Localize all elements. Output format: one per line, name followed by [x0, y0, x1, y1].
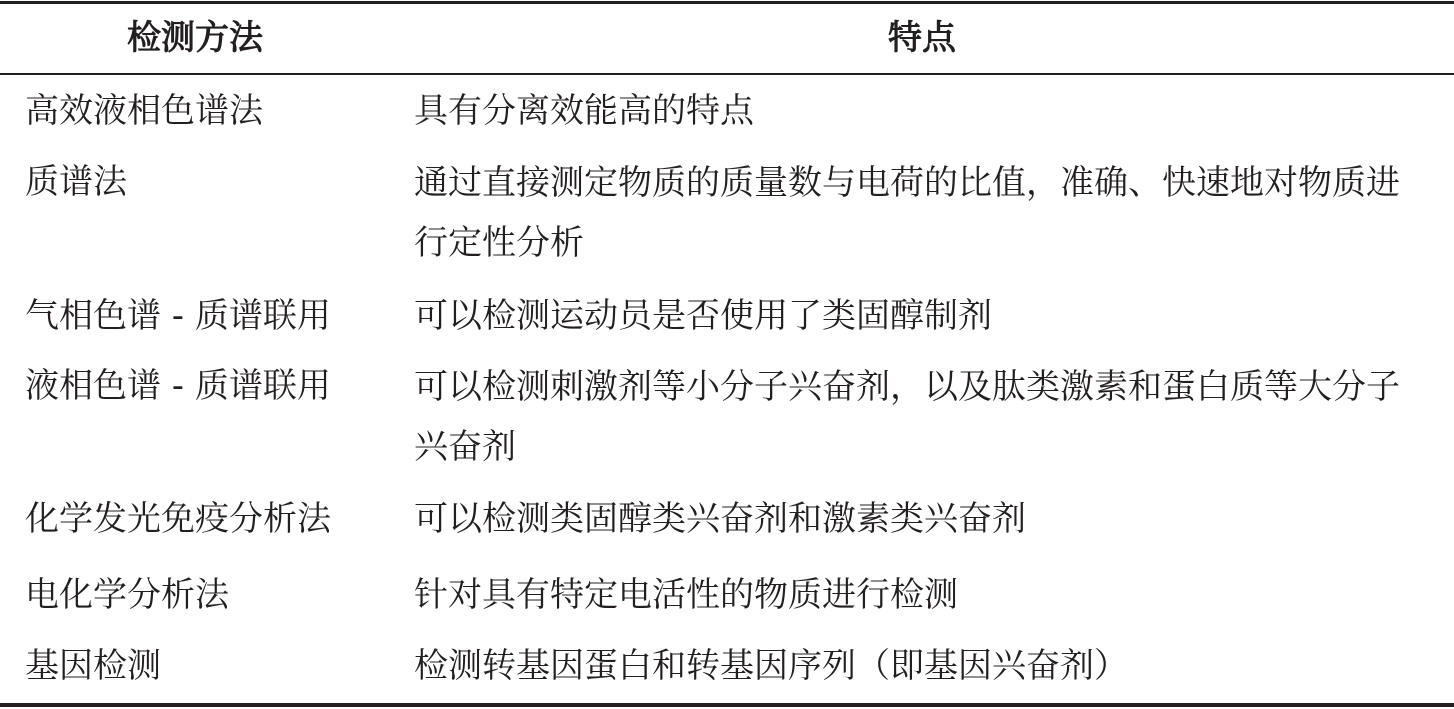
feature-cell: 可以检测刺激剂等小分子兴奋剂，以及肽类激素和蛋白质等大分子兴奋剂	[414, 367, 1400, 467]
table-row	[0, 353, 1454, 486]
feature-cell: 检测转基因蛋白和转基因序列（即基因兴奋剂）	[414, 646, 1128, 686]
table-row	[0, 78, 1454, 149]
table-bottom-rule	[0, 703, 1454, 707]
method-cell: 气相色谱 - 质谱联用	[25, 296, 331, 336]
column-header-method: 检测方法	[127, 18, 263, 58]
method-cell: 液相色谱 - 质谱联用	[25, 366, 331, 406]
column-header-feature: 特点	[888, 18, 956, 58]
feature-cell: 针对具有特定电活性的物质进行检测	[414, 575, 958, 615]
table-row	[0, 486, 1454, 562]
feature-cell: 可以检测类固醇类兴奋剂和激素类兴奋剂	[414, 499, 1026, 539]
method-cell: 化学发光免疫分析法	[25, 499, 331, 539]
method-cell: 高效液相色谱法	[25, 91, 263, 131]
feature-cell: 可以检测运动员是否使用了类固醇制剂	[414, 296, 992, 336]
table-row	[0, 149, 1454, 283]
table-body	[0, 78, 1454, 703]
feature-cell: 通过直接测定物质的质量数与电荷的比值，准确、快速地对物质进行定性分析	[414, 163, 1400, 263]
method-cell: 质谱法	[25, 162, 127, 202]
table-row	[0, 633, 1454, 703]
feature-cell: 具有分离效能高的特点	[414, 91, 754, 131]
table-header-rule	[0, 73, 1454, 75]
method-cell: 电化学分析法	[25, 575, 229, 615]
table-row	[0, 562, 1454, 633]
method-cell: 基因检测	[25, 646, 161, 686]
table-row	[0, 283, 1454, 353]
